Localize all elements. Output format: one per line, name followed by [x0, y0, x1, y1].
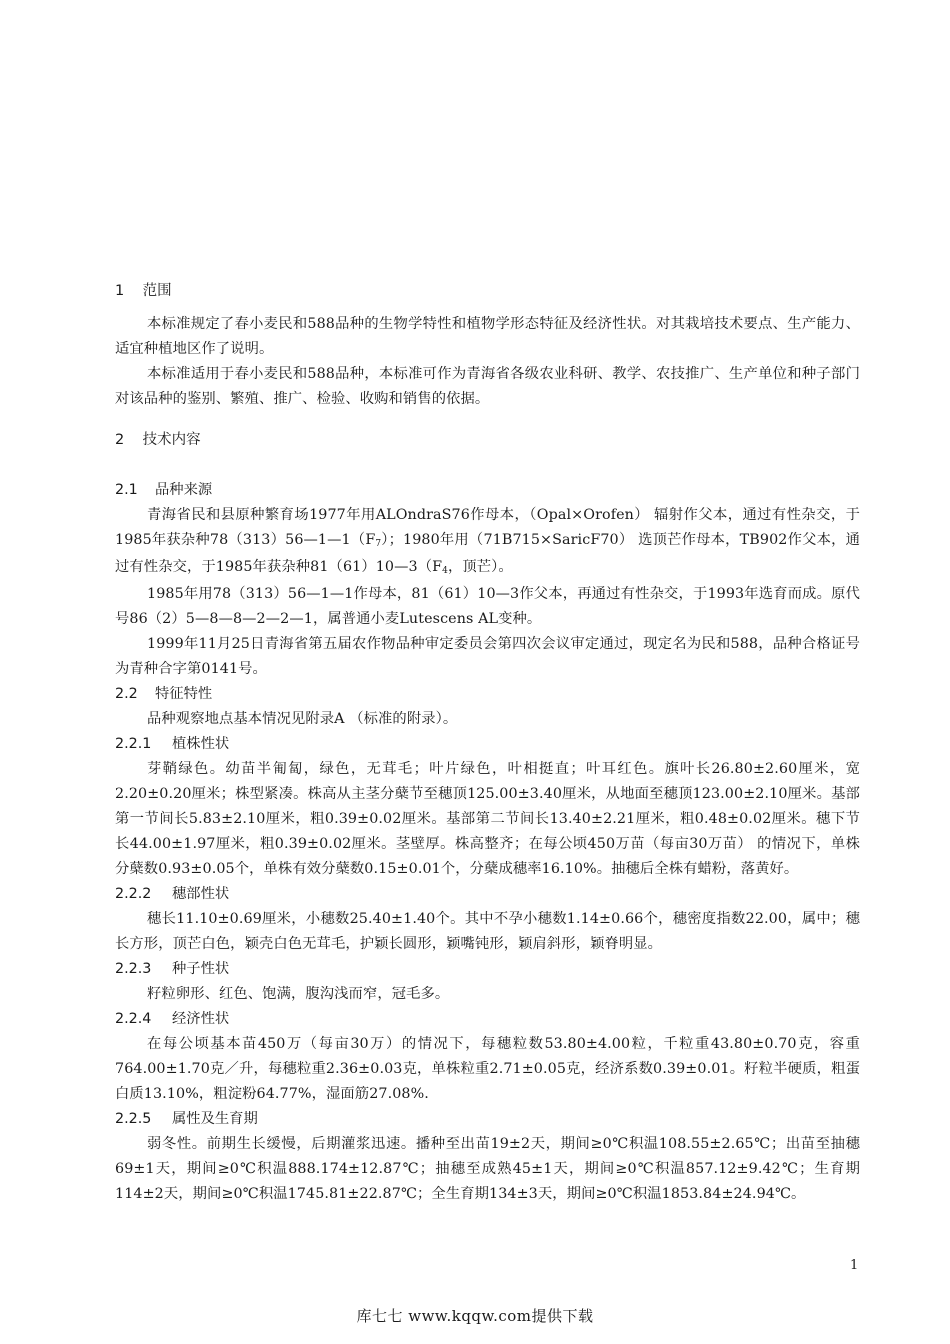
section-2-2-heading [115, 682, 860, 707]
section-2-number: 2 [115, 432, 125, 448]
section-2-2-5-heading [115, 1107, 860, 1132]
subscript-4: 4 [442, 566, 448, 576]
scope-paragraph-1: 本标准规定了春小麦民和588品种的生物学特性和植物学形态特征及经济性状。对其栽培技术要点、生产能力、适宜种植地区作了说明。 [115, 316, 860, 357]
section-2-2-5-number: 2.2.5 [115, 1111, 152, 1127]
section-2-2-2-title: 穗部性状 [172, 886, 230, 902]
seed-traits-paragraph: 籽粒卵形、红色、饱满，腹沟浅而窄，冠毛多。 [147, 986, 450, 1002]
section-2-2-3-heading [115, 957, 860, 982]
scope-paragraph-2: 本标准适用于春小麦民和588品种，本标准可作为青海省各级农业科研、教学、农技推广、生产单位和种子部门对该品种的鉴别、繁殖、推广、检验、收购和销售的依据。 [115, 366, 860, 407]
section-2-1-title: 品种来源 [155, 482, 213, 498]
section-2-2-4-number: 2.2.4 [115, 1011, 152, 1027]
section-2-2-4-title: 经济性状 [172, 1011, 230, 1027]
origin-paragraph-1-part-a: 青海省民和县原种繁育场1977年用ALOndraS76作母本，（Opal×Orofen） 辐射作父本，通过有性杂交，于1985年获杂种78（313）56—1—1（F [115, 507, 860, 548]
origin-paragraph-3: 1999年11月25日青海省第五届农作物品种审定委员会第四次会议审定通过，现定名为民和588，品种合格证号为青种合字第0141号。 [115, 636, 860, 677]
section-2-2-1-title: 植株性状 [172, 736, 230, 752]
origin-paragraph-2: 1985年用78（313）56—1—1作母本，81（61）10—3作父本，再通过有性杂交，于1993年选育而成。原代号86（2）5—8—8—2—2—1，属普通小麦Lutescens AL变种。 [115, 586, 860, 627]
origin-paragraph-1-part-b: ）；1980年用（71B715×SaricF70） 选顶芒作母本，TB902作父本，通过有性杂交，于1985年获杂种81（61）10—3（F [115, 532, 861, 575]
section-1-title: 范围 [142, 283, 172, 299]
growth-period-paragraph: 弱冬性。前期生长缓慢，后期灌浆迅速。播种至出苗19±2天，期间≥0℃积温108.55±2.65℃；出苗至抽穗69±1天，期间≥0℃积温888.174±12.87℃；抽穗至成熟45±1天，期间≥0℃积温857.12±9.42℃；生育期114±2天，期间≥0℃积温1745.81±22.87℃；全生育期134±3天，期间≥0℃积温1853.84±24.94℃。 [115, 1136, 860, 1202]
document-body [115, 312, 860, 1207]
plant-traits-paragraph: 芽鞘绿色。幼苗半匍匐，绿色，无茸毛；叶片绿色，叶相挺直；叶耳红色。旗叶长26.80±2.60厘米，宽2.20±0.20厘米；株型紧凑。株高从主茎分蘖节至穗顶125.00±3.40厘米，从地面至穗顶123.00±2.10厘米。基部第一节间长5.83±2.10厘米，粗0.39±0.02厘米。基部第二节间长13.40±2.21厘米，粗0.48±0.02厘米。穗下节长44.00±1.97厘米，粗0.39±0.02厘米。茎壁厚。株高整齐；在每公顷450万苗（每亩30万苗） 的情况下，单株分蘖数0.93±0.05个，单株有效分蘖数0.15±0.01个，分蘖成穗率16.10%。抽穗后全株有蜡粉，落黄好。 [115, 761, 860, 877]
section-2-2-2-heading [115, 882, 860, 907]
section-2-2-4-heading [115, 1007, 860, 1032]
spike-traits-paragraph: 穗长11.10±0.69厘米，小穗数25.40±1.40个。其中不孕小穗数1.14±0.66个，穗密度指数22.00，属中；穗长方形，顶芒白色，颖壳白色无茸毛，护颖长圆形，颖嘴钝形，颖肩斜形，颖脊明显。 [115, 911, 860, 952]
section-2-2-1-heading [115, 732, 860, 757]
section-2-1-number: 2.1 [115, 482, 138, 498]
section-2-2-3-title: 种子性状 [172, 961, 230, 977]
section-2-1-heading [115, 478, 860, 503]
section-2-2-1-number: 2.2.1 [115, 736, 152, 752]
subscript-7: 7 [375, 539, 382, 549]
section-2-2-2-number: 2.2.2 [115, 886, 152, 902]
section-2-heading [115, 428, 201, 449]
section-2-2-number: 2.2 [115, 686, 138, 702]
download-footer: 库七七 www.kqqw.com提供下载 [356, 1307, 594, 1325]
section-2-2-3-number: 2.2.3 [115, 961, 152, 977]
section-2-2-title: 特征特性 [155, 686, 213, 702]
economic-traits-paragraph: 在每公顷基本苗450万（每亩30万）的情况下，每穗粒数53.80±4.00粒，千粒重43.80±0.70克，容重764.00±1.70克／升，每穗粒重2.36±0.03克，单株粒重2.71±0.05克，经济系数0.39±0.01。籽粒半硬质，粗蛋白质13.10%，粗淀粉64.77%，湿面筋27.08%. [115, 1036, 860, 1102]
section-1-heading [115, 279, 172, 300]
origin-paragraph-1 [115, 503, 860, 582]
page-number: 1 [850, 1258, 859, 1273]
section-2-title: 技术内容 [142, 432, 201, 448]
section-2-2-5-title: 属性及生育期 [172, 1111, 258, 1127]
origin-paragraph-1-part-c: ，顶芒）。 [447, 559, 513, 575]
section-1-number: 1 [115, 283, 125, 299]
characteristics-paragraph: 品种观察地点基本情况见附录A （标准的附录）。 [147, 711, 458, 727]
